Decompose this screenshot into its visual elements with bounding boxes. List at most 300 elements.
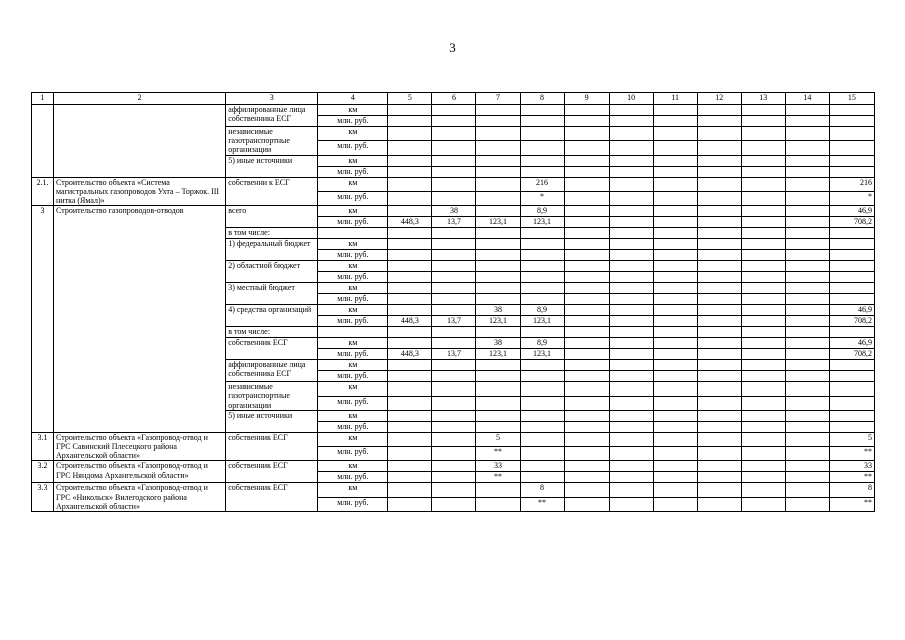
value-cell-col-9 bbox=[564, 432, 609, 446]
value-cell-col-6 bbox=[432, 166, 476, 177]
value-cell-col-12 bbox=[697, 217, 741, 228]
value-cell-col-15: ** bbox=[829, 447, 874, 461]
page-number: 3 bbox=[449, 40, 456, 55]
value-cell-col-14 bbox=[785, 116, 829, 127]
value-cell-col-8 bbox=[520, 360, 564, 371]
unit-cell: км bbox=[318, 261, 388, 272]
value-cell-col-9 bbox=[564, 127, 609, 141]
funding-source-cell: 4) средства организаций bbox=[226, 305, 318, 327]
value-cell-col-11 bbox=[653, 228, 697, 239]
value-cell-col-7 bbox=[476, 166, 520, 177]
value-cell-col-13 bbox=[741, 371, 785, 382]
value-cell-col-13 bbox=[741, 472, 785, 483]
value-cell-col-10 bbox=[609, 191, 653, 205]
value-cell-col-6 bbox=[432, 371, 476, 382]
value-cell-col-12 bbox=[697, 483, 741, 497]
value-cell-col-8 bbox=[520, 283, 564, 294]
value-cell-col-6 bbox=[432, 327, 476, 338]
value-cell-col-15 bbox=[829, 360, 874, 371]
value-cell-col-12 bbox=[697, 141, 741, 155]
value-cell-col-14 bbox=[785, 421, 829, 432]
column-header-2: 2 bbox=[54, 93, 226, 105]
value-cell-col-8 bbox=[520, 382, 564, 396]
value-cell-col-8 bbox=[520, 472, 564, 483]
value-cell-col-6 bbox=[432, 127, 476, 141]
value-cell-col-8: 8 bbox=[520, 483, 564, 497]
unit-cell bbox=[318, 228, 388, 239]
value-cell-col-8: 8,9 bbox=[520, 206, 564, 217]
value-cell-col-11 bbox=[653, 261, 697, 272]
unit-cell: км bbox=[318, 461, 388, 472]
value-cell-col-5 bbox=[388, 283, 432, 294]
column-header-14: 14 bbox=[785, 93, 829, 105]
value-cell-col-5: 448,3 bbox=[388, 349, 432, 360]
value-cell-col-9 bbox=[564, 116, 609, 127]
value-cell-col-10 bbox=[609, 217, 653, 228]
value-cell-col-15: 5 bbox=[829, 432, 874, 446]
value-cell-col-5 bbox=[388, 447, 432, 461]
value-cell-col-15 bbox=[829, 294, 874, 305]
value-cell-col-10 bbox=[609, 155, 653, 166]
value-cell-col-7 bbox=[476, 497, 520, 511]
value-cell-col-15 bbox=[829, 250, 874, 261]
value-cell-col-13 bbox=[741, 382, 785, 396]
value-cell-col-13 bbox=[741, 360, 785, 371]
value-cell-col-12 bbox=[697, 127, 741, 141]
value-cell-col-7: 33 bbox=[476, 461, 520, 472]
value-cell-col-15 bbox=[829, 327, 874, 338]
unit-cell: млн. руб. bbox=[318, 371, 388, 382]
column-header-1: 1 bbox=[32, 93, 54, 105]
value-cell-col-9 bbox=[564, 217, 609, 228]
value-cell-col-8 bbox=[520, 228, 564, 239]
value-cell-col-11 bbox=[653, 127, 697, 141]
value-cell-col-15: 708,2 bbox=[829, 217, 874, 228]
value-cell-col-5 bbox=[388, 116, 432, 127]
value-cell-col-15: 46,9 bbox=[829, 338, 874, 349]
value-cell-col-8 bbox=[520, 155, 564, 166]
value-cell-col-14 bbox=[785, 338, 829, 349]
value-cell-col-11 bbox=[653, 327, 697, 338]
value-cell-col-6 bbox=[432, 461, 476, 472]
value-cell-col-13 bbox=[741, 155, 785, 166]
value-cell-col-11 bbox=[653, 421, 697, 432]
value-cell-col-8 bbox=[520, 272, 564, 283]
value-cell-col-14 bbox=[785, 294, 829, 305]
value-cell-col-10 bbox=[609, 432, 653, 446]
table-row bbox=[32, 461, 875, 472]
object-name-cell: Строительство объекта «Газопровод-отвод и ГРС Няндома Архангельской области» bbox=[54, 461, 226, 483]
value-cell-col-14 bbox=[785, 497, 829, 511]
value-cell-col-15 bbox=[829, 127, 874, 141]
value-cell-col-9 bbox=[564, 177, 609, 191]
value-cell-col-10 bbox=[609, 239, 653, 250]
value-cell-col-5 bbox=[388, 239, 432, 250]
value-cell-col-12 bbox=[697, 360, 741, 371]
value-cell-col-11 bbox=[653, 141, 697, 155]
value-cell-col-11 bbox=[653, 166, 697, 177]
value-cell-col-10 bbox=[609, 497, 653, 511]
value-cell-col-8 bbox=[520, 166, 564, 177]
value-cell-col-8: 123,1 bbox=[520, 217, 564, 228]
value-cell-col-8 bbox=[520, 261, 564, 272]
value-cell-col-12 bbox=[697, 228, 741, 239]
value-cell-col-14 bbox=[785, 371, 829, 382]
value-cell-col-6 bbox=[432, 338, 476, 349]
value-cell-col-10 bbox=[609, 206, 653, 217]
value-cell-col-10 bbox=[609, 228, 653, 239]
value-cell-col-15: ** bbox=[829, 497, 874, 511]
value-cell-col-11 bbox=[653, 497, 697, 511]
value-cell-col-5 bbox=[388, 166, 432, 177]
value-cell-col-13 bbox=[741, 283, 785, 294]
value-cell-col-5 bbox=[388, 483, 432, 497]
value-cell-col-6 bbox=[432, 228, 476, 239]
value-cell-col-14 bbox=[785, 239, 829, 250]
value-cell-col-9 bbox=[564, 338, 609, 349]
unit-cell: млн. руб. bbox=[318, 447, 388, 461]
value-cell-col-9 bbox=[564, 371, 609, 382]
value-cell-col-7 bbox=[476, 421, 520, 432]
value-cell-col-9 bbox=[564, 141, 609, 155]
value-cell-col-5 bbox=[388, 497, 432, 511]
row-number-cell: 3.2 bbox=[32, 461, 54, 483]
value-cell-col-8 bbox=[520, 447, 564, 461]
value-cell-col-14 bbox=[785, 191, 829, 205]
value-cell-col-11 bbox=[653, 239, 697, 250]
value-cell-col-9 bbox=[564, 360, 609, 371]
funding-source-cell: собственник ЕСГ bbox=[226, 432, 318, 461]
value-cell-col-15 bbox=[829, 382, 874, 396]
value-cell-col-6 bbox=[432, 141, 476, 155]
table-row bbox=[32, 432, 875, 446]
value-cell-col-5 bbox=[388, 228, 432, 239]
unit-cell: км bbox=[318, 432, 388, 446]
value-cell-col-5: 448,3 bbox=[388, 217, 432, 228]
value-cell-col-13 bbox=[741, 447, 785, 461]
table-row bbox=[32, 105, 875, 116]
value-cell-col-7 bbox=[476, 191, 520, 205]
value-cell-col-5 bbox=[388, 177, 432, 191]
value-cell-col-12 bbox=[697, 410, 741, 421]
value-cell-col-5 bbox=[388, 294, 432, 305]
value-cell-col-15 bbox=[829, 410, 874, 421]
column-header-row bbox=[32, 93, 875, 105]
value-cell-col-15 bbox=[829, 228, 874, 239]
value-cell-col-10 bbox=[609, 305, 653, 316]
value-cell-col-14 bbox=[785, 305, 829, 316]
value-cell-col-15 bbox=[829, 396, 874, 410]
value-cell-col-9 bbox=[564, 105, 609, 116]
value-cell-col-12 bbox=[697, 250, 741, 261]
value-cell-col-8 bbox=[520, 421, 564, 432]
funding-source-cell: собственник ЕСГ bbox=[226, 461, 318, 483]
value-cell-col-5 bbox=[388, 327, 432, 338]
value-cell-col-11 bbox=[653, 177, 697, 191]
value-cell-col-6: 38 bbox=[432, 206, 476, 217]
value-cell-col-11 bbox=[653, 382, 697, 396]
value-cell-col-13 bbox=[741, 250, 785, 261]
value-cell-col-7 bbox=[476, 396, 520, 410]
value-cell-col-13 bbox=[741, 338, 785, 349]
funding-source-cell: независимые газотранспортные организации bbox=[226, 127, 318, 156]
value-cell-col-7 bbox=[476, 382, 520, 396]
value-cell-col-11 bbox=[653, 155, 697, 166]
value-cell-col-8 bbox=[520, 250, 564, 261]
value-cell-col-7: 38 bbox=[476, 338, 520, 349]
value-cell-col-14 bbox=[785, 382, 829, 396]
value-cell-col-6 bbox=[432, 239, 476, 250]
object-name-cell: Строительство объекта «Газопровод-отвод и ГРС «Никольск» Вилегодского района Архангельской области» bbox=[54, 483, 226, 512]
funding-source-cell: собственни к ЕСГ bbox=[226, 177, 318, 206]
value-cell-col-11 bbox=[653, 116, 697, 127]
funding-source-cell: аффилированные лица собственника ЕСГ bbox=[226, 105, 318, 127]
object-name-cell: Строительство объекта «Система магистральных газопроводов Ухта – Торжок. III нитка (Ямал)» bbox=[54, 177, 226, 206]
value-cell-col-12 bbox=[697, 206, 741, 217]
funding-source-cell: собственник ЕСГ bbox=[226, 483, 318, 512]
value-cell-col-10 bbox=[609, 382, 653, 396]
column-header-7: 7 bbox=[476, 93, 520, 105]
value-cell-col-13 bbox=[741, 461, 785, 472]
unit-cell: млн. руб. bbox=[318, 116, 388, 127]
value-cell-col-7 bbox=[476, 127, 520, 141]
value-cell-col-7: ** bbox=[476, 472, 520, 483]
column-header-13: 13 bbox=[741, 93, 785, 105]
value-cell-col-6 bbox=[432, 432, 476, 446]
value-cell-col-14 bbox=[785, 105, 829, 116]
value-cell-col-14 bbox=[785, 228, 829, 239]
value-cell-col-13 bbox=[741, 421, 785, 432]
column-header-9: 9 bbox=[564, 93, 609, 105]
value-cell-col-9 bbox=[564, 305, 609, 316]
value-cell-col-10 bbox=[609, 261, 653, 272]
row-number-cell bbox=[32, 105, 54, 178]
object-name-cell: Строительство объекта «Газопровод-отвод и ГРС Савинский Плесецкого района Архангельской области» bbox=[54, 432, 226, 461]
value-cell-col-13 bbox=[741, 272, 785, 283]
value-cell-col-7 bbox=[476, 360, 520, 371]
value-cell-col-10 bbox=[609, 421, 653, 432]
value-cell-col-15: 216 bbox=[829, 177, 874, 191]
value-cell-col-10 bbox=[609, 461, 653, 472]
value-cell-col-11 bbox=[653, 305, 697, 316]
value-cell-col-15 bbox=[829, 166, 874, 177]
value-cell-col-7 bbox=[476, 283, 520, 294]
value-cell-col-13 bbox=[741, 141, 785, 155]
value-cell-col-13 bbox=[741, 239, 785, 250]
value-cell-col-9 bbox=[564, 239, 609, 250]
value-cell-col-15 bbox=[829, 261, 874, 272]
value-cell-col-11 bbox=[653, 483, 697, 497]
value-cell-col-13 bbox=[741, 410, 785, 421]
value-cell-col-9 bbox=[564, 261, 609, 272]
value-cell-col-6 bbox=[432, 155, 476, 166]
value-cell-col-14 bbox=[785, 447, 829, 461]
value-cell-col-11 bbox=[653, 461, 697, 472]
value-cell-col-8: 123,1 bbox=[520, 349, 564, 360]
value-cell-col-8 bbox=[520, 396, 564, 410]
unit-cell: км bbox=[318, 177, 388, 191]
value-cell-col-5 bbox=[388, 155, 432, 166]
value-cell-col-7 bbox=[476, 177, 520, 191]
value-cell-col-11 bbox=[653, 447, 697, 461]
value-cell-col-15: * bbox=[829, 191, 874, 205]
value-cell-col-9 bbox=[564, 497, 609, 511]
unit-cell: млн. руб. bbox=[318, 272, 388, 283]
value-cell-col-10 bbox=[609, 472, 653, 483]
value-cell-col-6 bbox=[432, 483, 476, 497]
value-cell-col-9 bbox=[564, 294, 609, 305]
value-cell-col-12 bbox=[697, 116, 741, 127]
value-cell-col-15: 708,2 bbox=[829, 316, 874, 327]
value-cell-col-9 bbox=[564, 206, 609, 217]
value-cell-col-14 bbox=[785, 217, 829, 228]
column-header-11: 11 bbox=[653, 93, 697, 105]
value-cell-col-14 bbox=[785, 327, 829, 338]
value-cell-col-13 bbox=[741, 177, 785, 191]
value-cell-col-6 bbox=[432, 382, 476, 396]
value-cell-col-12 bbox=[697, 432, 741, 446]
value-cell-col-5 bbox=[388, 421, 432, 432]
value-cell-col-12 bbox=[697, 472, 741, 483]
value-cell-col-11 bbox=[653, 396, 697, 410]
value-cell-col-15 bbox=[829, 371, 874, 382]
value-cell-col-9 bbox=[564, 461, 609, 472]
value-cell-col-14 bbox=[785, 283, 829, 294]
value-cell-col-9 bbox=[564, 483, 609, 497]
unit-cell: млн. руб. bbox=[318, 497, 388, 511]
value-cell-col-6 bbox=[432, 410, 476, 421]
value-cell-col-14 bbox=[785, 141, 829, 155]
value-cell-col-6 bbox=[432, 360, 476, 371]
value-cell-col-14 bbox=[785, 127, 829, 141]
funding-source-cell: 1) федеральный бюджет bbox=[226, 239, 318, 261]
unit-cell: км bbox=[318, 360, 388, 371]
value-cell-col-12 bbox=[697, 272, 741, 283]
value-cell-col-5 bbox=[388, 272, 432, 283]
value-cell-col-13 bbox=[741, 105, 785, 116]
value-cell-col-15 bbox=[829, 116, 874, 127]
funding-source-cell: 5) иные источники bbox=[226, 155, 318, 177]
value-cell-col-11 bbox=[653, 360, 697, 371]
value-cell-col-13 bbox=[741, 305, 785, 316]
value-cell-col-8 bbox=[520, 141, 564, 155]
value-cell-col-13 bbox=[741, 217, 785, 228]
value-cell-col-12 bbox=[697, 239, 741, 250]
value-cell-col-8 bbox=[520, 105, 564, 116]
funding-source-cell: собственник ЕСГ bbox=[226, 338, 318, 360]
value-cell-col-15 bbox=[829, 421, 874, 432]
value-cell-col-5 bbox=[388, 141, 432, 155]
value-cell-col-8: ** bbox=[520, 497, 564, 511]
value-cell-col-10 bbox=[609, 141, 653, 155]
value-cell-col-9 bbox=[564, 349, 609, 360]
value-cell-col-7 bbox=[476, 371, 520, 382]
value-cell-col-13 bbox=[741, 116, 785, 127]
value-cell-col-7 bbox=[476, 261, 520, 272]
value-cell-col-8 bbox=[520, 116, 564, 127]
unit-cell: км bbox=[318, 127, 388, 141]
value-cell-col-15 bbox=[829, 141, 874, 155]
value-cell-col-7 bbox=[476, 272, 520, 283]
value-cell-col-5 bbox=[388, 305, 432, 316]
column-header-12: 12 bbox=[697, 93, 741, 105]
unit-cell: млн. руб. bbox=[318, 191, 388, 205]
value-cell-col-11 bbox=[653, 206, 697, 217]
value-cell-col-6 bbox=[432, 261, 476, 272]
value-cell-col-13 bbox=[741, 396, 785, 410]
value-cell-col-12 bbox=[697, 461, 741, 472]
value-cell-col-12 bbox=[697, 177, 741, 191]
value-cell-col-12 bbox=[697, 371, 741, 382]
value-cell-col-15: 46,9 bbox=[829, 305, 874, 316]
value-cell-col-15 bbox=[829, 283, 874, 294]
value-cell-col-14 bbox=[785, 410, 829, 421]
value-cell-col-12 bbox=[697, 294, 741, 305]
value-cell-col-14 bbox=[785, 432, 829, 446]
value-cell-col-12 bbox=[697, 283, 741, 294]
object-name-cell bbox=[54, 105, 226, 178]
unit-cell: млн. руб. bbox=[318, 217, 388, 228]
value-cell-col-8 bbox=[520, 461, 564, 472]
value-cell-col-14 bbox=[785, 250, 829, 261]
value-cell-col-11 bbox=[653, 250, 697, 261]
value-cell-col-11 bbox=[653, 472, 697, 483]
value-cell-col-7 bbox=[476, 105, 520, 116]
value-cell-col-6 bbox=[432, 497, 476, 511]
value-cell-col-7: 123,1 bbox=[476, 217, 520, 228]
value-cell-col-7 bbox=[476, 327, 520, 338]
value-cell-col-9 bbox=[564, 272, 609, 283]
table-row bbox=[32, 177, 875, 191]
unit-cell: км bbox=[318, 305, 388, 316]
value-cell-col-9 bbox=[564, 155, 609, 166]
unit-cell: млн. руб. bbox=[318, 349, 388, 360]
value-cell-col-9 bbox=[564, 396, 609, 410]
unit-cell: км bbox=[318, 206, 388, 217]
value-cell-col-8: 8,9 bbox=[520, 338, 564, 349]
value-cell-col-12 bbox=[697, 105, 741, 116]
unit-cell: млн. руб. bbox=[318, 396, 388, 410]
value-cell-col-7: 5 bbox=[476, 432, 520, 446]
value-cell-col-13 bbox=[741, 191, 785, 205]
value-cell-col-10 bbox=[609, 127, 653, 141]
value-cell-col-9 bbox=[564, 228, 609, 239]
value-cell-col-13 bbox=[741, 432, 785, 446]
value-cell-col-8: 8,9 bbox=[520, 305, 564, 316]
value-cell-col-7: ** bbox=[476, 447, 520, 461]
value-cell-col-15: ** bbox=[829, 472, 874, 483]
value-cell-col-5 bbox=[388, 338, 432, 349]
value-cell-col-11 bbox=[653, 349, 697, 360]
value-cell-col-11 bbox=[653, 432, 697, 446]
value-cell-col-8 bbox=[520, 239, 564, 250]
value-cell-col-9 bbox=[564, 327, 609, 338]
value-cell-col-9 bbox=[564, 283, 609, 294]
unit-cell: млн. руб. bbox=[318, 294, 388, 305]
value-cell-col-7 bbox=[476, 239, 520, 250]
value-cell-col-6 bbox=[432, 250, 476, 261]
value-cell-col-14 bbox=[785, 360, 829, 371]
value-cell-col-7: 123,1 bbox=[476, 316, 520, 327]
value-cell-col-5 bbox=[388, 261, 432, 272]
value-cell-col-7: 38 bbox=[476, 305, 520, 316]
value-cell-col-7 bbox=[476, 410, 520, 421]
funding-source-cell: 3) местный бюджет bbox=[226, 283, 318, 305]
value-cell-col-5: 448,3 bbox=[388, 316, 432, 327]
value-cell-col-12 bbox=[697, 261, 741, 272]
value-cell-col-12 bbox=[697, 316, 741, 327]
funding-source-cell: 5) иные источники bbox=[226, 410, 318, 432]
